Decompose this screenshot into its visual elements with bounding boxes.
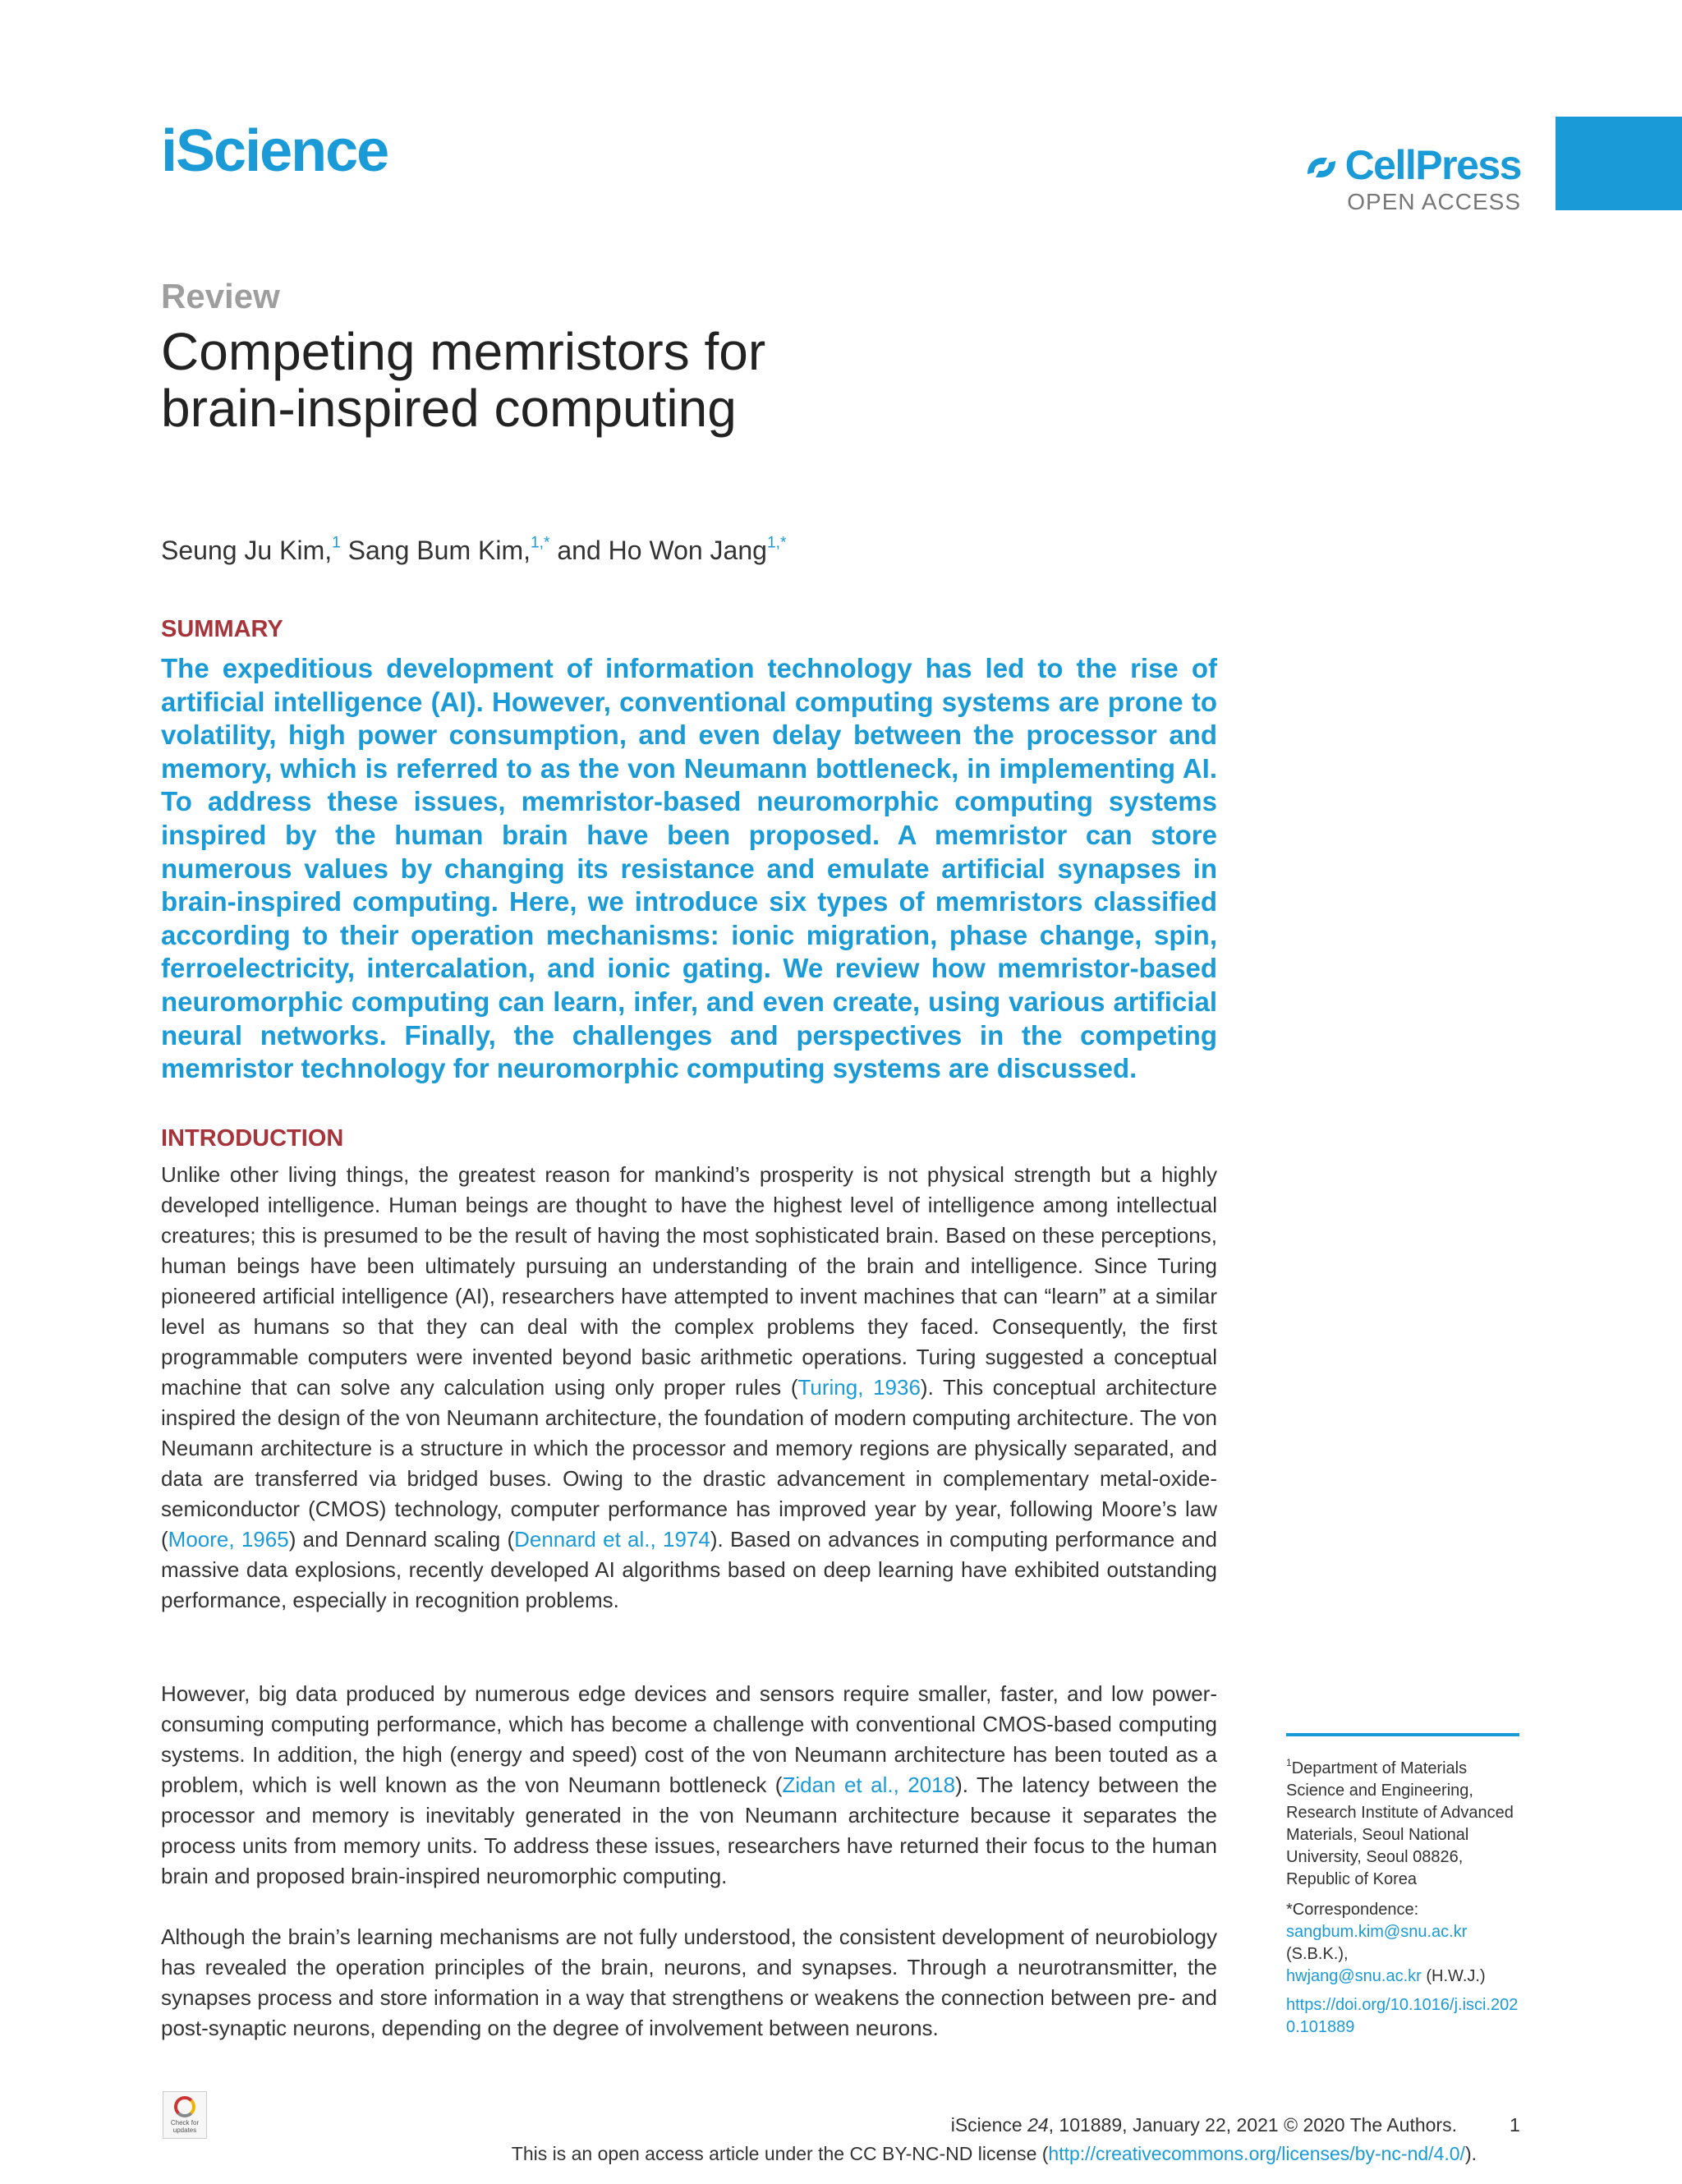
email-link[interactable]: hwjang@snu.ac.kr [1286, 1967, 1422, 1985]
check-for-updates-label: Check for updates [170, 2119, 200, 2134]
author-name: Seung Ju Kim, [161, 536, 333, 565]
intro-paragraph-3: Although the brain’s learning mechanisms are not fully understood, the consistent development of neurobiology has revealed the operation principles of the brain, neurons, and synapses. Through a neurotransmitter, the synapses process and store information in a way that strengthens or weakens the connection between pre- and post-synaptic neurons, depending on the degree of involvement between neurons. [161, 1924, 1217, 2040]
author-affiliation-marker[interactable]: 1,* [530, 534, 550, 552]
citation-link[interactable]: Dennard et al., 1974 [514, 1527, 710, 1552]
corner-tab [1556, 117, 1682, 210]
author-list [161, 536, 786, 566]
check-for-updates-icon [174, 2096, 195, 2117]
sidebar-divider [1286, 1733, 1519, 1736]
footer-volume: 24 [1027, 2114, 1049, 2136]
affiliation [1286, 1758, 1524, 1891]
author-name: Sang Bum Kim, [347, 536, 531, 565]
email-initials: (S.B.K.), [1286, 1945, 1349, 1963]
publisher-label: CellPress [1344, 142, 1521, 188]
license-link[interactable]: http://creativecommons.org/licenses/by-nc-nd/4.0/ [1048, 2143, 1465, 2164]
text-run: Unlike other living things, the greatest reason for mankind’s prosperity is not physical strength but a highly developed intelligence. Human beings are thought to have the highest level of intelligence among intellectual creatures; this is presumed to be the result of having the most sophisticated brain. Based on these perceptions, human beings have been ultimately pursuing an understanding of the brain and intelligence. Since Turing pioneered artificial intelligence (AI), researchers have attempted to invent machines that can “learn” at a similar level as humans so that they can deal with the complex problems they faced. Consequently, the first programmable computers were invented beyond basic arithmetic operations. Turing suggested a conceptual machine that can solve any calculation using only proper rules ( [161, 1162, 1217, 1400]
check-for-updates-button[interactable] [163, 2091, 207, 2139]
correspondence-label: *Correspondence: [1286, 1901, 1419, 1919]
publisher-name [1289, 142, 1521, 188]
text-run: ). Based on advances in computing performance and massive data explosions, recently developed AI algorithms based on deep learning have exhibited outstanding performance, especially in recognition problems. [161, 1527, 1217, 1612]
text-run: ) and Dennard scaling ( [288, 1527, 515, 1552]
email-initials: (H.W.J.) [1426, 1967, 1486, 1985]
journal-logo[interactable]: iScience [161, 118, 388, 184]
email-link[interactable]: sangbum.kim@snu.ac.kr [1286, 1923, 1468, 1941]
article-type: Review [161, 277, 280, 315]
footer-details: , 101889, January 22, 2021 © 2020 The Authors. [1048, 2114, 1457, 2136]
article-title: Competing memristors for brain-inspired computing [161, 322, 766, 438]
open-access-label: OPEN ACCESS [1347, 189, 1521, 214]
author-affiliation-marker[interactable]: 1 [332, 534, 341, 552]
affiliation-text: Department of Materials Science and Engineering, Research Institute of Advanced Materials, Seoul National University, Seoul 08826, Republic of Korea [1286, 1759, 1514, 1888]
summary-heading: SUMMARY [161, 616, 283, 642]
license-text: ). [1464, 2143, 1477, 2164]
license-text: This is an open access article under the CC BY-NC-ND license ( [511, 2143, 1049, 2164]
footer-journal: iScience [950, 2114, 1023, 2136]
text-run: ). This conceptual architecture inspired the design of the von Neumann architecture, the foundation of modern computing architecture. The von Neumann architecture is a structure in which the processor and memory regions are physically separated, and data are transferred via bridged buses. Owing to the drastic advancement in complementary metal-oxide-semiconductor (CMOS) technology, computer performance has improved year by year, following Moore’s law ( [161, 1375, 1217, 1552]
footer-citation [951, 2114, 1457, 2136]
affiliation-marker: 1 [1286, 1757, 1292, 1768]
page-number: 1 [1510, 2114, 1520, 2136]
citation-link[interactable]: Moore, 1965 [168, 1527, 289, 1552]
intro-paragraph-2 [161, 1679, 1217, 1892]
cellpress-icon [1303, 151, 1340, 184]
intro-paragraph-1 [161, 1160, 1217, 1616]
license-line [512, 2143, 1477, 2165]
summary-text: The expeditious development of information technology has led to the rise of artificial intelligence (AI). However, conventional computing systems are prone to volatility, high power consumption, and even delay between the processor and memory, which is referred to as the von Neumann bottleneck, in implementing AI. To address these issues, memristor-based neuromorphic computing systems inspired by the human brain have been proposed. A memristor can store numerous values by changing its resistance and emulate artificial synapses in brain-inspired computing. Here, we introduce six types of memristors classified according to their operation mechanisms: ionic migration, phase change, spin, ferroelectricity, intercalation, and ionic gating. We review how memristor-based neuromorphic computing can learn, infer, and even create, using various artificial neural networks. Finally, the challenges and perspectives in the competing memristor technology for neuromorphic computing systems are discussed. [161, 653, 1217, 1084]
publisher-logo[interactable] [1289, 142, 1521, 214]
introduction-heading: INTRODUCTION [161, 1125, 344, 1152]
citation-link[interactable]: Zidan et al., 2018 [782, 1772, 956, 1797]
author-name: and Ho Won Jang [557, 536, 767, 565]
citation-link[interactable]: Turing, 1936 [797, 1375, 921, 1400]
text-run: However, big data produced by numerous edge devices and sensors require smaller, faster, and low power-consuming computing performance, which has become a challenge with conventional CMOS-based computing systems. In addition, the high (energy and speed) cost of the von Neumann architecture has been touted as a problem, which is well known as the von Neumann bottleneck ( [161, 1681, 1217, 1797]
author-affiliation-marker[interactable]: 1,* [766, 534, 787, 552]
text-run: ). The latency between the processor and memory is inevitably generated in the von Neumann architecture because it separates the process units from memory units. To address these issues, researchers have returned their focus to the human brain and proposed brain-inspired neuromorphic computing. [161, 1772, 1218, 1888]
doi-link[interactable]: https://doi.org/10.1016/j.isci.2020.101889 [1286, 1996, 1519, 2036]
correspondence [1286, 1899, 1524, 1988]
